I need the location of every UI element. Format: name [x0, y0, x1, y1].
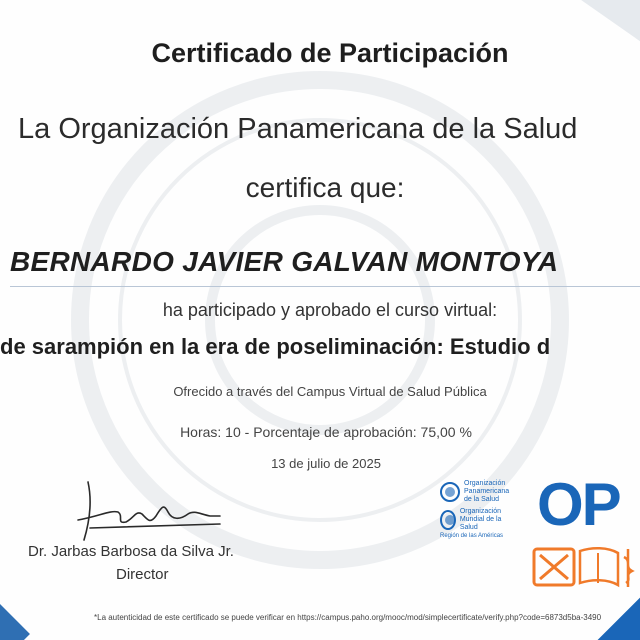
hours-and-score: Horas: 10 - Porcentaje de aprobación: 75,00 % — [180, 424, 472, 440]
campus-emblem-icon — [532, 545, 640, 589]
paho-logo — [440, 480, 509, 504]
signatory-name: Dr. Jarbas Barbosa da Silva Jr. — [28, 543, 234, 560]
certificate-title: Certificado de Participación — [151, 38, 509, 68]
verification-footnote: *La autenticidad de este certificado se puede verificar en https://campus.paho.org/mooc/mod/simplecertificate/verify.php?code=6873d5ba-3490 — [94, 613, 602, 622]
who-logo-text: Organización Mundial de la Salud — [459, 508, 502, 531]
offered-by-text: Ofrecido a través del Campus Virtual de Salud Pública — [173, 384, 487, 399]
corner-decoration-bottom-right — [598, 598, 640, 640]
who-logo — [440, 508, 505, 532]
ops-acronym: OP — [537, 471, 620, 538]
course-title: de sarampión en la era de poseliminación: Estudio d — [0, 334, 551, 359]
who-globe-icon — [440, 510, 456, 530]
region-text: Región de las Américas — [440, 533, 504, 539]
certifies-text: certifica que: — [245, 172, 405, 203]
issue-date: 13 de julio de 2025 — [271, 456, 381, 471]
signatory-role: Director — [116, 566, 169, 583]
director-signature — [70, 480, 230, 550]
participation-text: ha participado y aprobado el curso virtual: — [162, 300, 498, 320]
paho-globe-icon — [440, 482, 460, 502]
paho-logo-text: Organización Panamericana de la Salud — [464, 480, 510, 503]
organization-line: La Organización Panamericana de la Salud — [18, 113, 578, 145]
recipient-name: BERNARDO JAVIER GALVAN MONTOYA — [10, 246, 559, 277]
corner-decoration-bottom-left — [0, 600, 30, 640]
name-underline — [10, 286, 640, 287]
